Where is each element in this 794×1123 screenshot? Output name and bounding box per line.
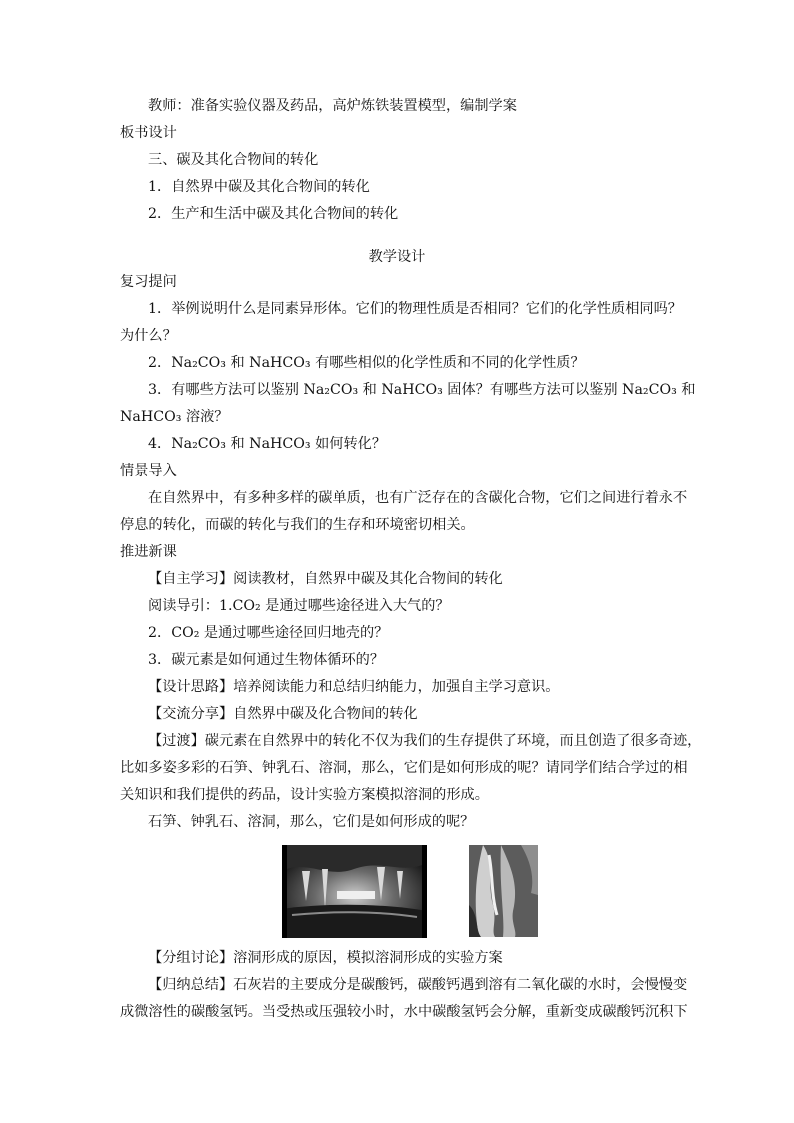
text-line: 为什么？ — [120, 328, 177, 344]
text-line: 2．生产和生活中碳及其化合物间的转化 — [148, 206, 399, 222]
text-line: 比如多姿多彩的石笋、钟乳石、溶洞，那么，它们是如何形成的呢？请同学们结合学过的相 — [120, 760, 688, 776]
section-heading: 推进新课 — [120, 544, 177, 560]
text-line: 1．举例说明什么是同素异形体。它们的物理性质是否相同？它们的化学性质相同吗？ — [148, 301, 682, 317]
cave-photo — [282, 845, 427, 938]
text-line: 【归纳总结】石灰岩的主要成分是碳酸钙，碳酸钙遇到溶有二氧化碳的水时，会慢慢变 — [148, 977, 688, 993]
stalactite-photo — [469, 845, 538, 937]
text-line: 石笋、钟乳石、溶洞，那么，它们是如何形成的呢？ — [148, 814, 475, 830]
text-line: 阅读导引：1.CO₂ 是通过哪些途径进入大气的？ — [148, 598, 450, 614]
text-line: 3．有哪些方法可以鉴别 Na₂CO₃ 和 NaHCO₃ 固体？有哪些方法可以鉴别 Na₂CO₃ 和 — [148, 382, 696, 398]
text-line: 1．自然界中碳及其化合物间的转化 — [148, 179, 370, 195]
text-line: 2．CO₂ 是通过哪些途径回归地壳的？ — [148, 625, 389, 641]
text-line: NaHCO₃ 溶液？ — [120, 409, 229, 425]
text-line: 教师：准备实验仪器及药品，高炉炼铁装置模型，编制学案 — [148, 98, 517, 114]
text-line: 3．碳元素是如何通过生物体循环的？ — [148, 652, 385, 668]
page-title: 教学设计 — [368, 249, 426, 265]
text-line: 【分组讨论】溶洞形成的原因，模拟溶洞形成的实验方案 — [148, 950, 503, 966]
text-line: 4．Na₂CO₃ 和 NaHCO₃ 如何转化？ — [148, 436, 387, 452]
text-line: 停息的转化，而碳的转化与我们的生存和环境密切相关。 — [120, 517, 475, 533]
text-line: 2．Na₂CO₃ 和 NaHCO₃ 有哪些相似的化学性质和不同的化学性质？ — [148, 355, 585, 371]
text-line: 关知识和我们提供的药品，设计实验方案模拟溶洞的形成。 — [120, 787, 489, 803]
text-line: 【交流分享】自然界中碳及化合物间的转化 — [148, 706, 418, 722]
text-line: 【设计思路】培养阅读能力和总结归纳能力，加强自主学习意识。 — [148, 679, 560, 695]
text-line: 【自主学习】阅读教材，自然界中碳及其化合物间的转化 — [148, 571, 503, 587]
text-line: 三、碳及其化合物间的转化 — [148, 152, 319, 168]
section-heading: 情景导入 — [120, 463, 177, 479]
section-heading: 复习提问 — [120, 274, 177, 290]
text-line: 成微溶性的碳酸氢钙。当受热或压强较小时，水中碳酸氢钙会分解，重新变成碳酸钙沉积下 — [120, 1004, 688, 1020]
text-line: 在自然界中，有多种多样的碳单质，也有广泛存在的含碳化合物，它们之间进行着永不 — [148, 490, 688, 506]
section-heading: 板书设计 — [120, 125, 177, 141]
text-line: 【过渡】碳元素在自然界中的转化不仅为我们的生存提供了环境，而且创造了很多奇迹， — [148, 733, 702, 749]
